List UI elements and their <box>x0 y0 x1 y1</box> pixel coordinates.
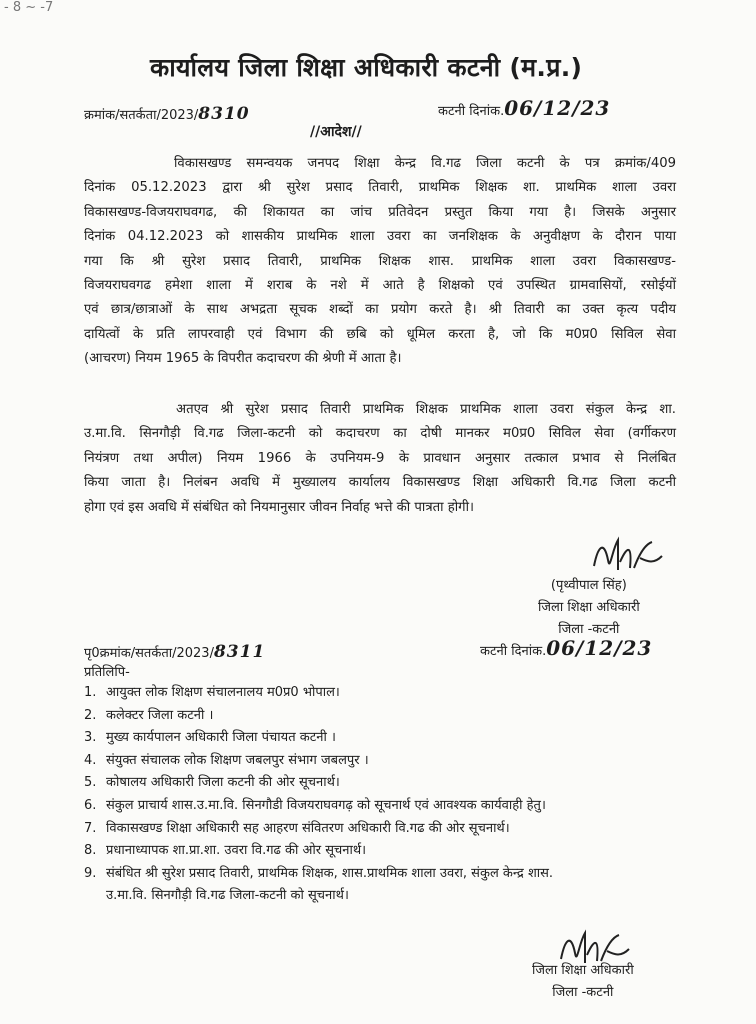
paragraph-line: दिनांक 04.12.2023 को शासकीय प्राथमिक शाला उवरा का जनशिक्षक के अनुवीक्षण के दौरान पाया <box>84 229 676 245</box>
list-item-number: 5. <box>84 775 97 791</box>
paragraph-line: विकासखण्ड समन्वयक जनपद शिक्षा केन्द्र वि.गढ जिला कटनी के पत्र क्रमांक/409 <box>174 156 676 171</box>
signatory-designation: जिला शिक्षा अधिकारी <box>538 600 640 615</box>
paragraph-line: (आचरण) नियम 1965 के विपरीत कदाचरण की श्रेणी में आता है। <box>84 351 402 367</box>
paragraph-line: विकासखण्ड-विजयराघवगढ, की शिकायत का जांच प्रतिवेदन प्रस्तुत किया गया है। जिसके अनुसार <box>84 204 676 220</box>
paragraph-complaint <box>84 152 676 372</box>
list-item <box>84 682 704 705</box>
list-item-number: 7. <box>84 820 97 836</box>
list-item <box>84 750 704 773</box>
paragraph-line: नियंत्रण तथा अपील) नियम 1966 के उपनियम-9 के प्रावधान अनुसार तत्काल प्रभाव से निलंबित <box>84 450 676 466</box>
list-item-text: प्रधानाध्यापक शा.प्रा.शा. उवरा वि.गढ की ओर सूचनार्थ। <box>106 843 367 859</box>
list-item <box>84 795 704 818</box>
list-item-text: कोषालय अधिकारी जिला कटनी की ओर सूचनार्थ। <box>106 775 340 791</box>
list-item-number: 9. <box>84 865 97 881</box>
order-date-value: 06/12/23 <box>504 96 611 120</box>
copy-date-label: कटनी दिनांक. <box>480 644 547 659</box>
list-item <box>84 727 704 750</box>
paragraph-line: एवं छात्र/छात्राओं के साथ अभद्रता सूचक शब्दों का प्रयोग करते है। श्री तिवारी का उक्त कृत्य पदीय <box>84 302 676 318</box>
order-date <box>438 96 610 120</box>
paragraph-line: दिनांक 05.12.2023 द्वारा श्री सुरेश प्रसाद तिवारी, प्राथमिक शिक्षक शा. प्राथमिक शाला उवरा <box>84 180 676 196</box>
copy-recipient-list <box>84 682 704 908</box>
list-item-number: 3. <box>84 730 97 746</box>
order-reference <box>84 104 250 124</box>
copy-date-value: 06/12/23 <box>546 636 653 660</box>
signatory-district-2: जिला -कटनी <box>552 985 614 1000</box>
list-item-text: विकासखण्ड शिक्षा अधिकारी सह आहरण संवितरण अधिकारी वि.गढ की ओर सूचनार्थ। <box>106 820 510 836</box>
copy-reference-number: 8311 <box>213 642 266 662</box>
list-item-text: कलेक्टर जिला कटनी । <box>106 707 214 723</box>
list-item-text: आयुक्त लोक शिक्षण संचालनालय म0प्र0 भोपाल। <box>106 685 340 700</box>
paragraph-line: होगा एवं इस अवधि में संबंधित को नियमानुसार जीवन निर्वाह भत्ते की पात्रता होगी। <box>84 499 474 515</box>
paragraph-line: विजयराघवगढ हमेशा शाला में शराब के नशे में आते है शिक्षको एवं उपस्थित ग्रामवासियों, रसोईयों <box>84 278 676 294</box>
signatory-name: (पृथ्वीपाल सिंह) <box>550 578 627 593</box>
order-date-label: कटनी दिनांक. <box>438 104 505 119</box>
list-item-text: मुख्य कार्यपालन अधिकारी जिला पंचायत कटनी । <box>106 730 336 746</box>
list-item-number: 6. <box>84 797 97 813</box>
copy-heading: प्रतिलिपि- <box>84 665 130 680</box>
corner-mark: - 8 ~ -7 <box>4 0 54 15</box>
order-reference-number: 8310 <box>198 104 250 124</box>
office-title: कार्यालय जिला शिक्षा अधिकारी कटनी (म.प्र.) <box>150 53 583 82</box>
signature-block-1 <box>538 575 640 641</box>
list-item <box>84 863 704 908</box>
list-item <box>84 840 704 863</box>
list-item <box>84 818 704 841</box>
paragraph-line: किया जाता है। निलंबन अवधि में मुख्यालय कार्यालय विकासखण्ड शिक्षा अधिकारी वि.गढ जिला कटनी <box>84 475 676 491</box>
list-item-number: 2. <box>84 707 97 723</box>
paragraph-line: गया कि श्री सुरेश प्रसाद तिवारी, प्राथमिक शिक्षक शास. प्राथमिक शाला उवरा विकासखण्ड- <box>84 253 676 269</box>
list-item <box>84 772 704 795</box>
order-heading: //आदेश// <box>310 124 362 140</box>
list-item-number: 1. <box>84 685 97 700</box>
list-item-number: 4. <box>84 752 97 768</box>
list-item-text: संबंधित श्री सुरेश प्रसाद तिवारी, प्राथमिक शिक्षक, शास.प्राथमिक शाला उवरा, संकुल केन्द्र शास. उ.मा.वि. सिनगौड़ी वि.गढ जिला-कटनी को सूचनार्थ। <box>106 865 554 904</box>
list-item <box>84 705 704 728</box>
list-item-text: संकुल प्राचार्य शास.उ.मा.वि. सिनगौडी विजयराघवगढ़ को सूचनार्थ एवं आवश्यक कार्यवाही हेतु। <box>106 797 546 813</box>
signatory-designation-2: जिला शिक्षा अधिकारी <box>532 963 634 978</box>
copy-date <box>480 636 652 660</box>
list-item-number: 8. <box>84 843 97 859</box>
copy-reference-label: पृ0क्रमांक/सतर्कता/2023/ <box>84 646 214 661</box>
paragraph-suspension <box>84 398 676 520</box>
paragraph-line: दायित्वों के प्रति लापरवाही एवं विभाग की छबि को धूमिल करता है, जो कि म0प्र0 सिविल सेवा <box>84 326 676 342</box>
paragraph-line: अतएव श्री सुरेश प्रसाद तिवारी प्राथमिक शिक्षक प्राथमिक शाला उवरा संकुल केन्द्र शा. <box>176 402 676 417</box>
list-item-text: संयुक्त संचालक लोक शिक्षण जबलपुर संभाग जबलपुर । <box>106 752 369 768</box>
signature-block-2 <box>532 960 634 1004</box>
signatory-district: जिला -कटनी <box>558 622 620 637</box>
paragraph-line: उ.मा.वि. सिनगौड़ी वि.गढ जिला-कटनी को कदाचरण का दोषी मानकर म0प्र0 सिविल सेवा (वर्गीकरण <box>84 426 676 442</box>
order-reference-label: क्रमांक/सतर्कता/2023/ <box>84 108 199 123</box>
copy-reference <box>84 642 265 662</box>
